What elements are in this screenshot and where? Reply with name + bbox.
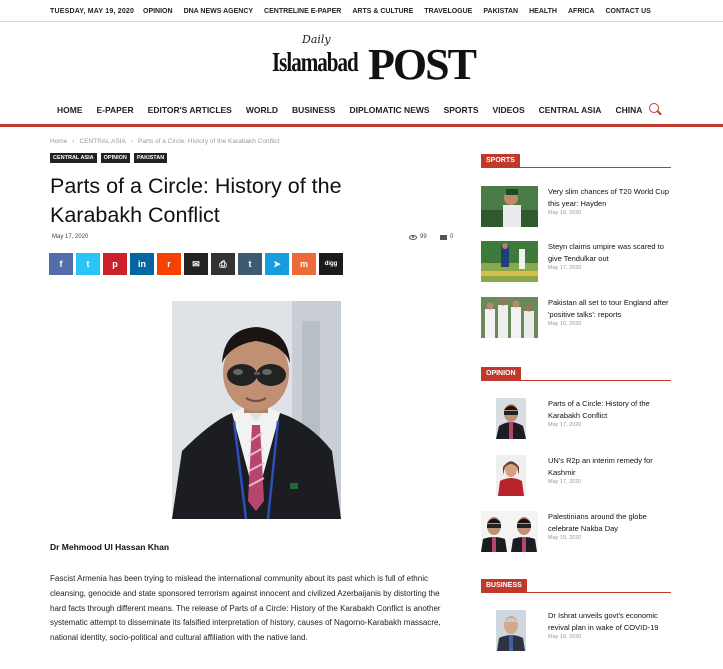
breadcrumb-current: Parts of a Circle: History of the Karabakh Conflict [138,138,280,145]
nav-china[interactable]: CHINA [615,105,643,115]
sidebar-item-date: May 17, 2020 [548,479,582,485]
mix-share-button[interactable] [292,253,316,275]
mix-icon: m [299,259,308,269]
tumblr-share-button[interactable] [238,253,262,275]
sidebar-item-date: May 16, 2020 [548,321,582,327]
top-link-contact-us[interactable]: CONTACT US [605,8,651,15]
sidebar-heading-business-label[interactable]: BUSINESS [481,579,527,593]
telegram-share-button[interactable] [265,253,289,275]
sidebar-heading-opinion-label[interactable]: OPINION [481,367,521,381]
nav-central-asia[interactable]: CENTRAL ASIA [538,105,602,115]
sidebar-heading-sports [481,154,671,168]
view-count [409,234,427,240]
main-nav [0,99,723,127]
nav-sports[interactable]: SPORTS [443,105,479,115]
telegram-icon: ➤ [273,258,281,269]
sidebar-item[interactable] [481,455,671,497]
breadcrumb-separator: › [72,138,75,145]
breadcrumb-home[interactable]: Home [50,138,68,145]
sidebar-thumbnail[interactable] [481,186,538,227]
twitter-icon: t [86,259,90,269]
digg-icon: digg [324,261,338,267]
logo-islamabad: Islamabad [272,47,358,77]
top-links [143,8,651,15]
sidebar-item[interactable] [481,241,671,283]
sidebar-item[interactable] [481,297,671,339]
nav-editors-articles[interactable]: EDITOR'S ARTICLES [147,105,232,115]
sidebar-item-date: May 18, 2020 [548,634,582,640]
sidebar-item-title[interactable]: Steyn claims umpire was scared to give Tendulkar out [548,242,664,263]
comment-count-value: 0 [450,234,454,240]
top-link-travelogue[interactable]: TRAVELOGUE [424,8,473,15]
tag-pakistan[interactable]: PAKISTAN [134,153,167,163]
article-date: May 17, 2020 [52,234,89,240]
sidebar-item-date: May 18, 2020 [548,210,582,216]
top-link-dna-news-agency[interactable]: DNA NEWS AGENCY [183,8,254,15]
sidebar-thumbnail[interactable] [481,511,538,552]
sidebar-item[interactable] [481,610,671,652]
site-logo[interactable] [272,33,475,89]
tag-opinion[interactable]: OPINION [101,153,130,163]
nav-e-paper[interactable]: E-PAPER [96,105,134,115]
sidebar-thumbnail[interactable] [481,241,538,282]
eye-icon [409,235,417,240]
sidebar-heading-opinion [481,367,671,381]
breadcrumb [50,138,279,145]
sidebar-heading-business [481,579,671,593]
article-author: Dr Mehmood Ul Hassan Khan [50,542,170,552]
top-link-africa[interactable]: AFRICA [567,8,595,15]
sidebar-item-date: May 17, 2020 [548,265,582,271]
sidebar-item-date: May 17, 2020 [548,422,582,428]
top-link-arts-culture[interactable]: ARTS & CULTURE [352,8,414,15]
view-count-value: 99 [420,234,427,240]
sidebar-item-title[interactable]: Parts of a Circle: History of the Karabakh Conflict [548,399,650,420]
article-body: Fascist Armenia has been trying to mislead the international community about its past which is full of ethnic cleansing, genocide and state sponsored terrorism against innocent and civilized Azerbaijanis by distorting the hard facts through different means. The release of Parts of a Circle: History of the Karabakh Conflict is another systematic attempt to disseminate its falsified interpretation of history, causes of Nagorno-Karabakh massacre, national identity, socio-political and cultural affiliation with the native land. [50,574,441,643]
sidebar-item-title[interactable]: Pakistan all set to tour England after 'positive talks': reports [548,298,669,319]
sidebar-item[interactable] [481,186,671,228]
email-icon: ✉ [192,258,200,269]
pinterest-icon: p [112,259,118,269]
sidebar-thumbnail[interactable] [481,297,538,338]
tumblr-icon: t [248,259,252,269]
top-link-health[interactable]: HEALTH [529,8,557,15]
comment-icon [440,235,447,240]
facebook-icon: f [59,259,63,269]
breadcrumb-central-asia[interactable]: CENTRAL ASIA [79,138,126,145]
nav-videos[interactable]: VIDEOS [492,105,525,115]
top-link-centreline-e-paper[interactable]: CENTRELINE E-PAPER [264,8,342,15]
print-share-button[interactable] [211,253,235,275]
digg-share-button[interactable] [319,253,343,275]
linkedin-share-button[interactable] [130,253,154,275]
share-buttons [49,253,343,275]
reddit-share-button[interactable] [157,253,181,275]
top-link-pakistan[interactable]: PAKISTAN [483,8,519,15]
pinterest-share-button[interactable] [103,253,127,275]
email-share-button[interactable] [184,253,208,275]
sidebar-item-title[interactable]: UN's R2p an interim remedy for Kashmir [548,456,653,477]
print-icon: ⎙ [219,258,227,269]
twitter-share-button[interactable] [76,253,100,275]
reddit-icon: r [167,259,171,269]
nav-world[interactable]: WORLD [245,105,278,115]
sidebar-thumbnail[interactable] [496,398,526,439]
nav-business[interactable]: BUSINESS [291,105,336,115]
sidebar-item[interactable] [481,511,671,553]
author-photo [172,301,341,519]
tag-central-asia[interactable]: CENTRAL ASIA [50,153,97,163]
sidebar-heading-sports-label[interactable]: SPORTS [481,154,520,168]
logo-post: POST [368,40,475,89]
comment-count[interactable] [440,234,453,240]
facebook-share-button[interactable] [49,253,73,275]
search-icon[interactable] [649,103,659,113]
category-tags [50,153,167,163]
sidebar-thumbnail[interactable] [496,610,526,651]
nav-home[interactable]: HOME [57,105,83,115]
top-bar [0,0,723,22]
breadcrumb-separator: › [130,138,134,145]
top-link-opinion[interactable]: OPINION [143,8,173,15]
current-date: TUESDAY, MAY 19, 2020 [50,8,135,15]
logo-daily: Daily [302,33,331,46]
sidebar-item[interactable] [481,398,671,440]
nav-diplomatic-news[interactable]: DIPLOMATIC NEWS [349,105,430,115]
sidebar-item-title[interactable]: Palestinians around the globe celebrate Nakba Day [548,512,647,533]
sidebar-item-title[interactable]: Very slim chances of T20 World Cup this year: Hayden [548,187,670,208]
linkedin-icon: in [138,259,146,269]
sidebar-thumbnail[interactable] [496,455,526,496]
sidebar-item-date: May 15, 2020 [548,535,582,541]
article-title: Parts of a Circle: History of the Karabakh Conflict [50,174,342,227]
sidebar-item-title[interactable]: Dr Ishrat unveils govt's economic revival plan in wake of COVID-19 [548,611,659,632]
